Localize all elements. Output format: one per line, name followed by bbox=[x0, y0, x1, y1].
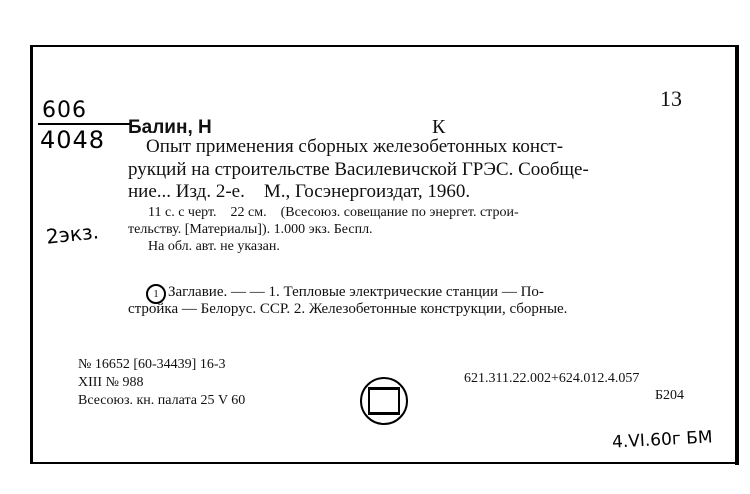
card-edge bbox=[735, 45, 739, 465]
desc-line-2: тельству. [Материалы]). 1.000 экз. Беспл. bbox=[128, 222, 373, 237]
desc-line-1: 11 с. с черт. 22 см. (Всесоюз. совещание по энергет. строи- bbox=[148, 205, 519, 220]
subject-line-1: Заглавие. — — 1. Тепловые электрические станции — По- bbox=[168, 284, 544, 300]
handwritten-date: 4.VI.60г БМ bbox=[611, 427, 714, 453]
subject-marker-number: 1 bbox=[153, 288, 159, 300]
desc-line-3: На обл. авт. не указан. bbox=[148, 239, 280, 254]
footer-line-3: Всесоюз. кн. палата 25 V 60 bbox=[78, 393, 246, 408]
stamp-inner-mark bbox=[368, 387, 400, 415]
udc-index: 621.311.22.002+624.012.4.057 bbox=[464, 371, 640, 386]
card-number: 13 bbox=[660, 86, 682, 111]
title-line-2: рукций на строительстве Василевичской ГРЭС. Сообще- bbox=[128, 159, 589, 180]
author-initial: К bbox=[432, 116, 446, 138]
title-line-3: ние... Изд. 2-е. М., Госэнергоиздат, 1960. bbox=[128, 181, 471, 202]
subject-line-2: стройка — Белорус. ССР. 2. Железобетонные конструкции, сборные. bbox=[128, 301, 568, 317]
author: Балин, Н bbox=[128, 117, 212, 138]
footer-line-1: № 16652 [60-34439] 16-3 bbox=[78, 357, 226, 372]
card-code: Б204 bbox=[655, 388, 685, 403]
call-mark-bottom: 4048 bbox=[40, 126, 106, 154]
footer-line-2: XIII № 988 bbox=[78, 375, 144, 390]
library-stamp-icon bbox=[360, 377, 408, 425]
copies-note: 2экз. bbox=[44, 219, 100, 249]
call-mark-top: 606 bbox=[42, 98, 87, 123]
title-line-1: Опыт применения сборных железобетонных конст- bbox=[146, 136, 564, 157]
call-mark-underline bbox=[38, 123, 130, 125]
